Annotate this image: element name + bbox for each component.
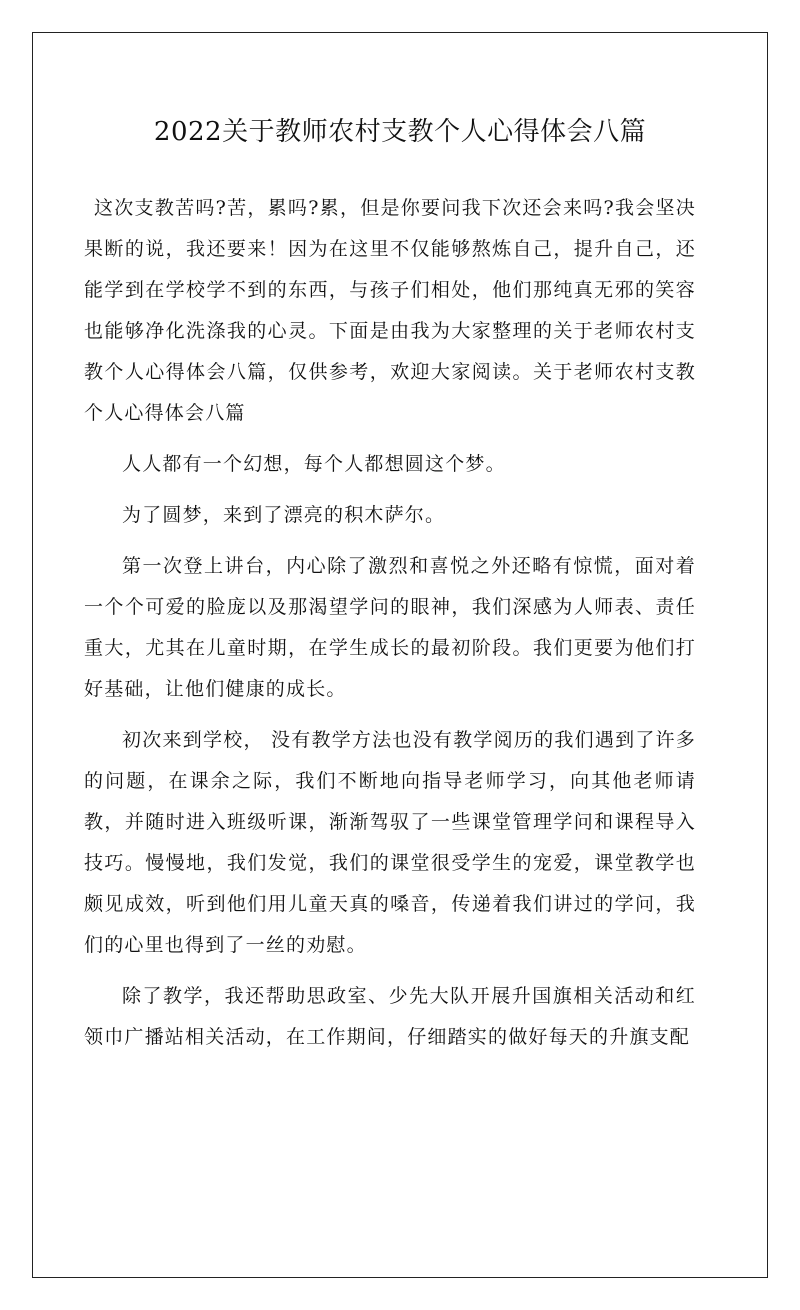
body-paragraph-5: 除了教学，我还帮助思政室、少先大队开展升国旗相关活动和红领巾广播站相关活动，在工作期间，仔细踏实的做好每天的升旗支配 [84,985,696,1048]
body-paragraph-2: 为了圆梦，来到了漂亮的积木萨尔。 [122,504,446,526]
body-paragraph-1: 人人都有一个幻想，每个人都想圆这个梦。 [122,453,506,475]
document-title: 2022关于教师农村支教个人心得体会八篇 [153,117,647,147]
document-body [84,188,696,1068]
body-paragraph-3: 第一次登上讲台，内心除了激烈和喜悦之外还略有惊慌，面对着一个个可爱的脸庞以及那渴望学问的眼神，我们深感为人师表、责任重大，尤其在儿童时期，在学生成长的最初阶段。我们更要为他们打好基础，让他们健康的成长。 [84,555,696,700]
intro-paragraph: 这次支教苦吗?苦，累吗?累，但是你要问我下次还会来吗?我会坚决果断的说，我还要来！因为在这里不仅能够熬炼自己，提升自己，还能学到在学校学不到的东西，与孩子们相处，他们那纯真无邪的笑容也能够净化洗涤我的心灵。下面是由我为大家整理的关于老师农村支教个人心得体会八篇，仅供参考，欢迎大家阅读。关于老师农村支教个人心得体会八篇 [84,197,696,424]
body-paragraph-4: 初次来到学校， 没有教学方法也没有教学阅历的我们遇到了许多的问题，在课余之际，我们不断地向指导老师学习，向其他老师请教，并随时进入班级听课，渐渐驾驭了一些课堂管理学问和课程导入技巧。慢慢地，我们发觉，我们的课堂很受学生的宠爱，课堂教学也颇见成效，听到他们用儿童天真的嗓音，传递着我们讲过的学问，我们的心里也得到了一丝的劝慰。 [84,729,696,956]
